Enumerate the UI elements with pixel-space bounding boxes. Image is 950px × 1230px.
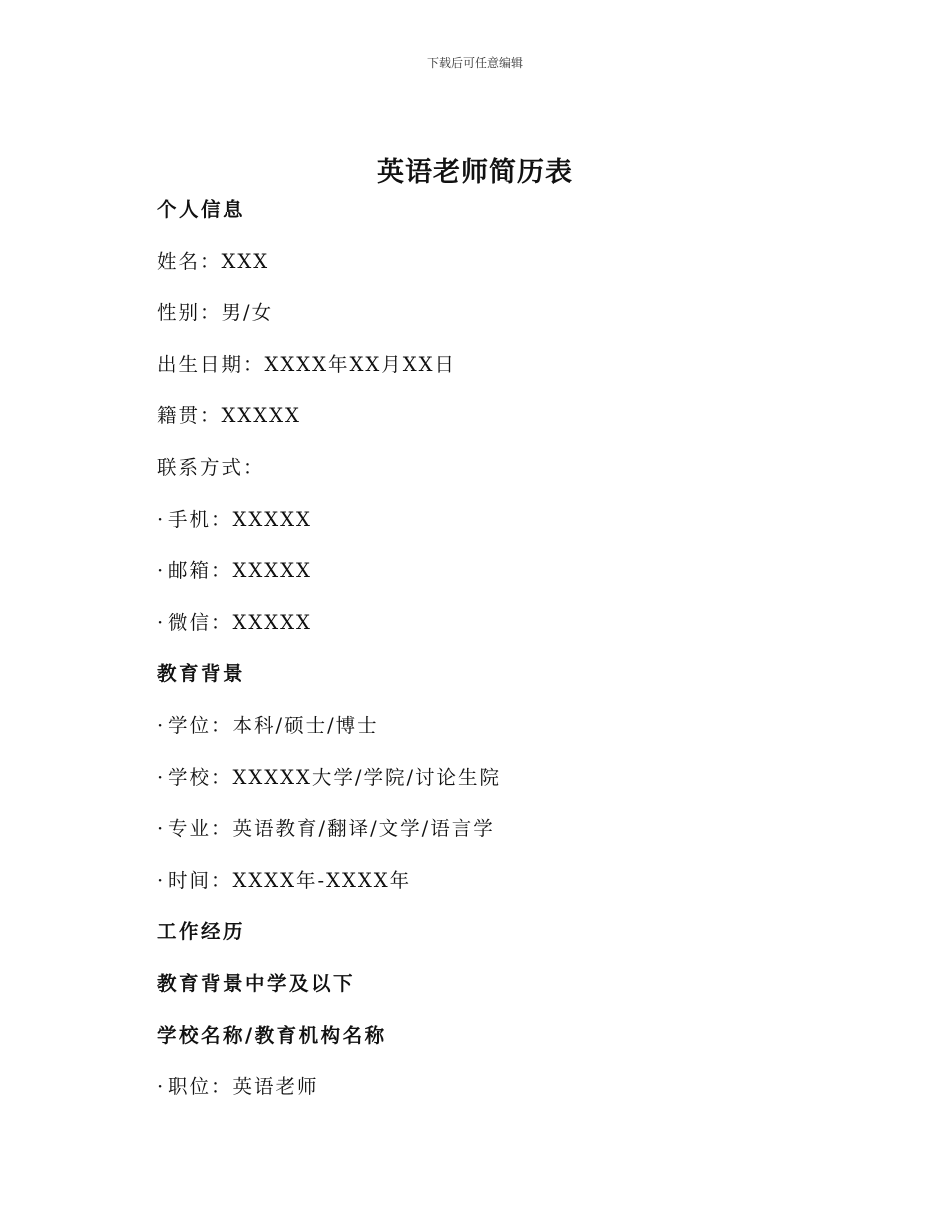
- bullet-icon: ·: [157, 765, 164, 789]
- organization-name: 学校名称/教育机构名称: [157, 1023, 387, 1047]
- bullet-icon: ·: [157, 713, 164, 737]
- birth-date-field: 出生日期：XXXX年XX月XX日: [157, 352, 457, 376]
- period-item: [157, 867, 837, 919]
- wechat-text: 微信：XXXXX: [168, 610, 312, 634]
- work-subheading: 教育背景中学及以下: [157, 971, 356, 995]
- school-text: 学校：XXXXX大学/学院/讨论生院: [168, 765, 502, 789]
- document-title: 英语老师简历表: [377, 157, 573, 188]
- phone-text: 手机：XXXXX: [168, 507, 312, 531]
- bullet-icon: ·: [157, 507, 164, 531]
- major-text: 专业：英语教育/翻译/文学/语言学: [168, 817, 495, 841]
- degree-text: 学位：本科/硕士/博士: [168, 713, 379, 737]
- email-item: [157, 557, 837, 609]
- section-heading-education: 教育背景: [157, 662, 246, 686]
- degree-item: [157, 712, 837, 764]
- section-heading-work-experience: 工作经历: [157, 920, 246, 944]
- wechat-item: [157, 609, 837, 661]
- position-item: [157, 1073, 837, 1125]
- gender-field: 性别：男/女: [157, 301, 274, 325]
- bullet-icon: ·: [157, 610, 164, 634]
- name-field: 姓名：XXX: [157, 249, 270, 273]
- email-text: 邮箱：XXXXX: [168, 559, 312, 583]
- section-heading-personal-info: 个人信息: [157, 198, 246, 221]
- resume-content: [157, 196, 837, 1125]
- major-item: [157, 815, 837, 867]
- bullet-icon: ·: [157, 817, 164, 841]
- contact-label: 联系方式：: [157, 455, 265, 479]
- page-header-note: 下载后可任意编辑: [426, 56, 523, 70]
- school-item: [157, 764, 837, 816]
- hometown-field: 籍贯：XXXXX: [157, 404, 301, 428]
- bullet-icon: ·: [157, 559, 164, 583]
- position-text: 职位：英语老师: [168, 1075, 319, 1099]
- phone-item: [157, 506, 837, 558]
- bullet-icon: ·: [157, 868, 164, 892]
- bullet-icon: ·: [157, 1075, 164, 1099]
- period-text: 时间：XXXX年-XXXX年: [168, 868, 412, 892]
